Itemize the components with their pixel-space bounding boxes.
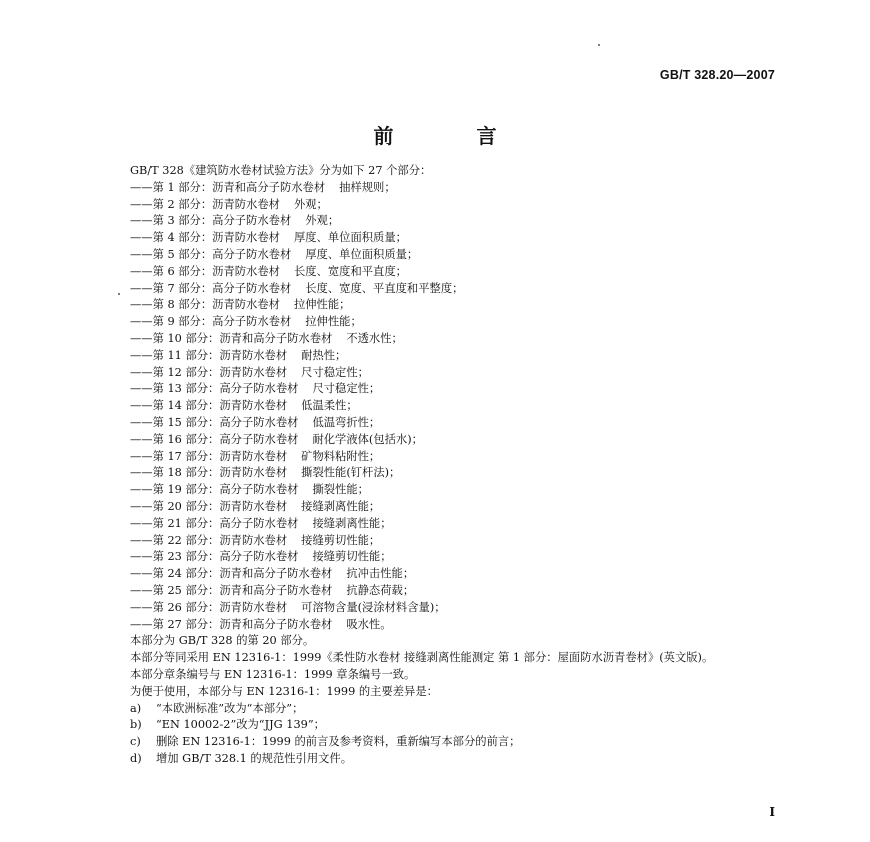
part-material: 沥青和高分子防水卷材 xyxy=(219,617,333,631)
part-number: ——第 2 部分： xyxy=(130,197,213,211)
item-marker: c) xyxy=(130,735,141,749)
part-material: 高分子防水卷材 xyxy=(219,550,299,564)
list-item xyxy=(112,398,792,415)
part-topic: 厚度、单位面积质量； xyxy=(305,247,419,261)
part-material: 沥青和高分子防水卷材 xyxy=(212,180,326,194)
list-item xyxy=(112,415,792,432)
part-material: 沥青防水卷材 xyxy=(219,348,288,362)
part-number: ——第 16 部分： xyxy=(130,432,220,446)
part-material: 沥青防水卷材 xyxy=(219,499,288,513)
part-topic: 拉伸性能； xyxy=(305,315,362,329)
part-topic: 外观； xyxy=(305,214,340,228)
list-item xyxy=(112,566,792,583)
part-number: ——第 14 部分： xyxy=(130,399,220,413)
list-item xyxy=(112,583,792,600)
differences-intro: 为便于使用，本部分与 EN 12316-1：1999 的主要差异是： xyxy=(130,684,438,698)
part-material: 沥青防水卷材 xyxy=(219,533,288,547)
list-item xyxy=(112,365,792,382)
part-topic: 撕裂性能； xyxy=(312,483,369,497)
list-item xyxy=(112,516,792,533)
item-text: 增加 GB/T 328.1 的规范性引用文件。 xyxy=(156,751,353,765)
part-material: 沥青防水卷材 xyxy=(219,399,288,413)
list-item xyxy=(112,314,792,331)
part-topic: 抽样规则； xyxy=(339,180,396,194)
part-material: 沥青防水卷材 xyxy=(219,449,288,463)
item-marker: b) xyxy=(130,718,142,732)
this-part-paragraph: 本部分为 GB/T 328 的第 20 部分。 xyxy=(130,634,315,648)
part-topic: 吸水性。 xyxy=(346,617,392,631)
part-material: 高分子防水卷材 xyxy=(219,432,299,446)
part-topic: 耐化学液体(包括水)； xyxy=(312,432,423,446)
part-material: 高分子防水卷材 xyxy=(212,214,292,228)
adoption-paragraph: 本部分等同采用 EN 12316-1：1999《柔性防水卷材 接缝剥离性能测定 第 1 部分：屋面防水沥青卷材》(英文版)。 xyxy=(130,651,714,665)
part-material: 高分子防水卷材 xyxy=(219,516,299,530)
part-topic: 尺寸稳定性； xyxy=(301,365,369,379)
part-topic: 外观； xyxy=(293,197,328,211)
part-number: ——第 17 部分： xyxy=(130,449,220,463)
list-item xyxy=(112,617,792,634)
list-item xyxy=(112,381,792,398)
part-number: ——第 27 部分： xyxy=(130,617,220,631)
part-material: 高分子防水卷材 xyxy=(219,382,299,396)
part-number: ——第 10 部分： xyxy=(130,331,220,345)
parts-list xyxy=(112,180,792,634)
part-number: ——第 7 部分： xyxy=(130,281,213,295)
part-topic: 接缝剪切性能； xyxy=(301,533,381,547)
list-item xyxy=(112,281,792,298)
part-number: ——第 22 部分： xyxy=(130,533,220,547)
list-item xyxy=(112,717,792,734)
part-material: 高分子防水卷材 xyxy=(212,281,292,295)
item-text: “EN 10002-2”改为“JJG 139”； xyxy=(156,718,325,732)
list-item xyxy=(112,449,792,466)
part-number: ——第 23 部分： xyxy=(130,550,220,564)
foreword-body xyxy=(112,163,792,768)
part-number: ——第 9 部分： xyxy=(130,315,213,329)
part-number: ——第 15 部分： xyxy=(130,415,220,429)
part-number: ——第 5 部分： xyxy=(130,247,213,261)
part-material: 沥青防水卷材 xyxy=(212,298,280,312)
part-number: ——第 21 部分： xyxy=(130,516,220,530)
part-number: ——第 18 部分： xyxy=(130,466,220,480)
part-material: 高分子防水卷材 xyxy=(212,315,292,329)
part-material: 沥青防水卷材 xyxy=(219,365,288,379)
list-item xyxy=(112,533,792,550)
part-material: 高分子防水卷材 xyxy=(219,483,299,497)
part-topic: 接缝剥离性能； xyxy=(301,499,381,513)
part-number: ——第 11 部分： xyxy=(130,348,220,362)
part-topic: 长度、宽度、平直度和平整度； xyxy=(305,281,464,295)
list-item xyxy=(112,348,792,365)
part-material: 沥青和高分子防水卷材 xyxy=(219,583,333,597)
item-marker: d) xyxy=(130,751,142,765)
part-material: 沥青防水卷材 xyxy=(219,600,288,614)
part-topic: 长度、宽度和平直度； xyxy=(293,264,407,278)
part-material: 沥青防水卷材 xyxy=(212,197,280,211)
intro-paragraph: GB/T 328《建筑防水卷材试验方法》分为如下 27 个部分： xyxy=(130,164,432,177)
part-material: 沥青和高分子防水卷材 xyxy=(219,567,333,581)
part-topic: 抗静态荷载； xyxy=(346,583,415,597)
list-item xyxy=(112,499,792,516)
list-item xyxy=(112,600,792,617)
part-material: 高分子防水卷材 xyxy=(212,247,292,261)
page-number: I xyxy=(769,805,775,819)
part-material: 沥青防水卷材 xyxy=(219,466,288,480)
part-material: 沥青防水卷材 xyxy=(212,264,280,278)
part-topic: 撕裂性能(钉杆法)； xyxy=(301,466,401,480)
list-item xyxy=(112,213,792,230)
list-item xyxy=(112,734,792,751)
list-item xyxy=(112,230,792,247)
part-number: ——第 20 部分： xyxy=(130,499,220,513)
page-title: 前 言 xyxy=(373,124,535,148)
part-topic: 不透水性； xyxy=(346,331,403,345)
part-topic: 低温柔性； xyxy=(301,399,358,413)
part-topic: 可溶物含量(浸涂材料含量)； xyxy=(301,600,446,614)
part-number: ——第 19 部分： xyxy=(130,483,220,497)
part-topic: 矿物料粘附性； xyxy=(301,449,381,463)
part-topic: 抗冲击性能； xyxy=(346,567,415,581)
part-topic: 接缝剪切性能； xyxy=(312,550,392,564)
part-number: ——第 24 部分： xyxy=(130,567,220,581)
list-item xyxy=(112,264,792,281)
list-item xyxy=(112,701,792,718)
part-topic: 低温弯折性； xyxy=(312,415,381,429)
list-item xyxy=(112,465,792,482)
part-topic: 耐热性； xyxy=(301,348,347,362)
list-item xyxy=(112,331,792,348)
part-material: 沥青防水卷材 xyxy=(212,231,280,245)
list-item xyxy=(112,432,792,449)
item-text: 删除 EN 12316-1：1999 的前言及参考资料，重新编写本部分的前言； xyxy=(156,735,521,749)
differences-list xyxy=(112,701,792,768)
part-number: ——第 13 部分： xyxy=(130,382,220,396)
part-topic: 接缝剥离性能； xyxy=(312,516,392,530)
part-material: 高分子防水卷材 xyxy=(219,415,299,429)
part-number: ——第 8 部分： xyxy=(130,298,213,312)
part-number: ——第 12 部分： xyxy=(130,365,220,379)
list-item xyxy=(112,297,792,314)
list-item xyxy=(112,180,792,197)
part-number: ——第 4 部分： xyxy=(130,231,213,245)
part-number: ——第 3 部分： xyxy=(130,214,213,228)
scan-speck xyxy=(118,293,120,295)
part-number: ——第 26 部分： xyxy=(130,600,220,614)
part-material: 沥青和高分子防水卷材 xyxy=(219,331,333,345)
list-item xyxy=(112,197,792,214)
list-item xyxy=(112,751,792,768)
list-item xyxy=(112,247,792,264)
numbering-paragraph: 本部分章条编号与 EN 12316-1：1999 章条编号一致。 xyxy=(130,667,416,681)
list-item xyxy=(112,482,792,499)
list-item xyxy=(112,549,792,566)
item-text: “本欧洲标准”改为“本部分”； xyxy=(156,701,304,715)
part-number: ——第 6 部分： xyxy=(130,264,213,278)
scan-speck xyxy=(598,44,600,46)
item-marker: a) xyxy=(130,701,142,715)
part-topic: 厚度、单位面积质量； xyxy=(293,231,407,245)
part-number: ——第 1 部分： xyxy=(130,180,213,194)
part-topic: 尺寸稳定性； xyxy=(312,382,381,396)
part-number: ——第 25 部分： xyxy=(130,583,220,597)
part-topic: 拉伸性能； xyxy=(293,298,351,312)
standard-code: GB/T 328.20—2007 xyxy=(659,68,775,82)
